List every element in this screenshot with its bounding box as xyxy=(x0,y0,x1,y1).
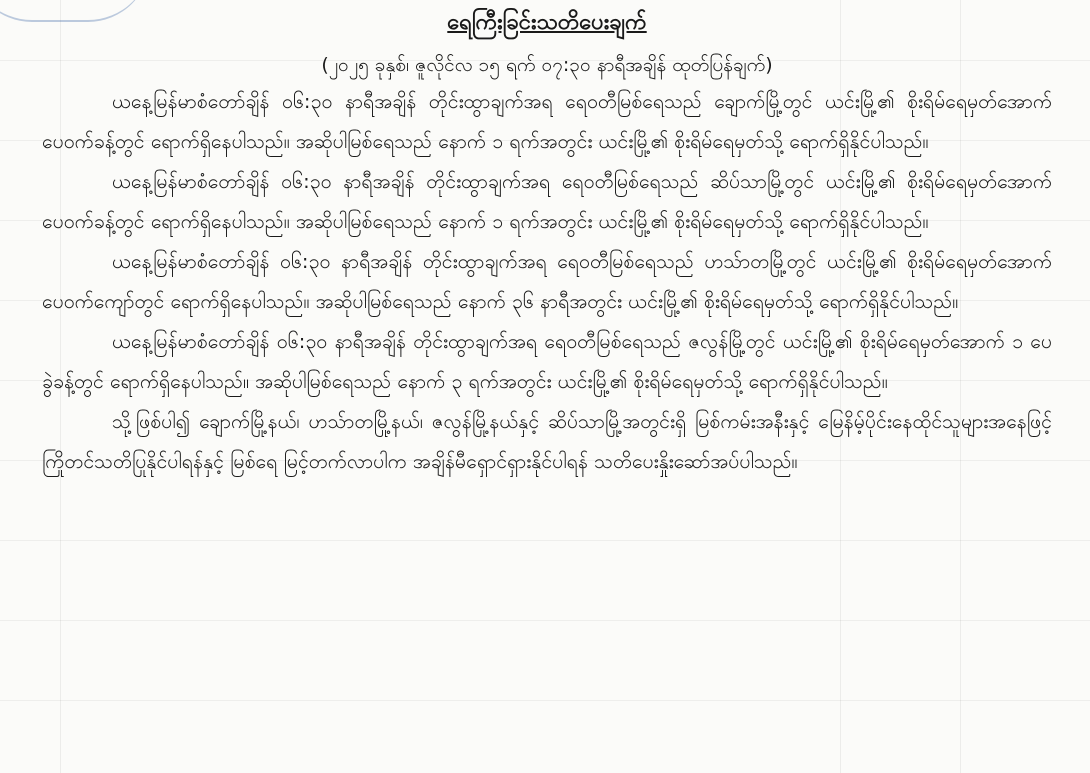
notice-document xyxy=(42,0,1052,482)
document-subtitle: (၂၀၂၅ ခုနှစ်၊ ဇူလိုင်လ ၁၅ ရက် ၀၇:၃၀ နာရီအချိန် ထုတ်ပြန်ချက်) xyxy=(321,54,773,76)
paragraph-5: သို့ဖြစ်ပါ၍ ချောက်မြို့နယ်၊ ဟသ်ာတမြို့နယ်၊ ဇလွန်မြို့နယ်နှင့် ဆိပ်သာမြို့အတွင်းရှိ မြစ်ကမ်းအနီးနှင့် မြေနိမ့်ပိုင်းနေထိုင်သူများအနေဖြင့် ကြိုတင်သတိပြုနိုင်ပါရန်နှင့် မြစ်ရေ မြင့်တက်လာပါက အချိန်မီရှောင်ရှားနိုင်ပါရန် သတိပေးနှိုးဆော်အပ်ပါသည်။ xyxy=(42,410,1052,473)
paragraph-1: ယနေ့မြန်မာစံတော်ချိန် ၀၆:၃၀ နာရီအချိန် တိုင်းထွာချက်အရ ရေ၀တီမြစ်ရေသည် ချောက်မြို့တွင် ယင်းမြို့၏ စိုးရိမ်ရေမှတ်အောက် ပေ၀က်ခန့်တွင် ရောက်ရှိနေပါသည်။ အဆိုပါမြစ်ရေသည် နောက် ၁ ရက်အတွင်း ယင်းမြို့၏ စိုးရိမ်ရေမှတ်သို့ ရောက်ရှိနိုင်ပါသည်။ xyxy=(42,90,1052,153)
paragraph-3: ယနေ့မြန်မာစံတော်ချိန် ၀၆:၃၀ နာရီအချိန် တိုင်းထွာချက်အရ ရေ၀တီမြစ်ရေသည် ဟသ်ာတမြို့တွင် ယင်းမြို့၏ စိုးရိမ်ရေမှတ်အောက် ပေ၀က်ကျော်တွင် ရောက်ရှိနေပါသည်။ အဆိုပါမြစ်ရေသည် နောက် ၃၆ နာရီအတွင်း ယင်းမြို့၏ စိုးရိမ်ရေမှတ်သို့ ရောက်ရှိနိုင်ပါသည်။ xyxy=(42,250,1052,313)
document-title: ရေကြီးခြင်းသတိပေးချက် xyxy=(447,10,647,35)
paragraph-4: ယနေ့မြန်မာစံတော်ချိန် ၀၆:၃၀ နာရီအချိန် တိုင်းထွာချက်အရ ရေ၀တီမြစ်ရေသည် ဇလွန်မြို့တွင် ယင်းမြို့၏ စိုးရိမ်ရေမှတ်အောက် ၁ ပေခွဲခန့်တွင် ရောက်ရှိနေပါသည်။ အဆိုပါမြစ်ရေသည် နောက် ၃ ရက်အတွင်း ယင်းမြို့၏ စိုးရိမ်ရေမှတ်သို့ ရောက်ရှိနိုင်ပါသည်။ xyxy=(42,330,1052,393)
paragraph-2: ယနေ့မြန်မာစံတော်ချိန် ၀၆:၃၀ နာရီအချိန် တိုင်းထွာချက်အရ ရေ၀တီမြစ်ရေသည် ဆိပ်သာမြို့တွင် ယင်းမြို့၏ စိုးရိမ်ရေမှတ်အောက် ပေ၀က်ခန့်တွင် ရောက်ရှိနေပါသည်။ အဆိုပါမြစ်ရေသည် နောက် ၁ ရက်အတွင်း ယင်းမြို့၏ စိုးရိမ်ရေမှတ်သို့ ရောက်ရှိနိုင်ပါသည်။ xyxy=(42,170,1052,233)
